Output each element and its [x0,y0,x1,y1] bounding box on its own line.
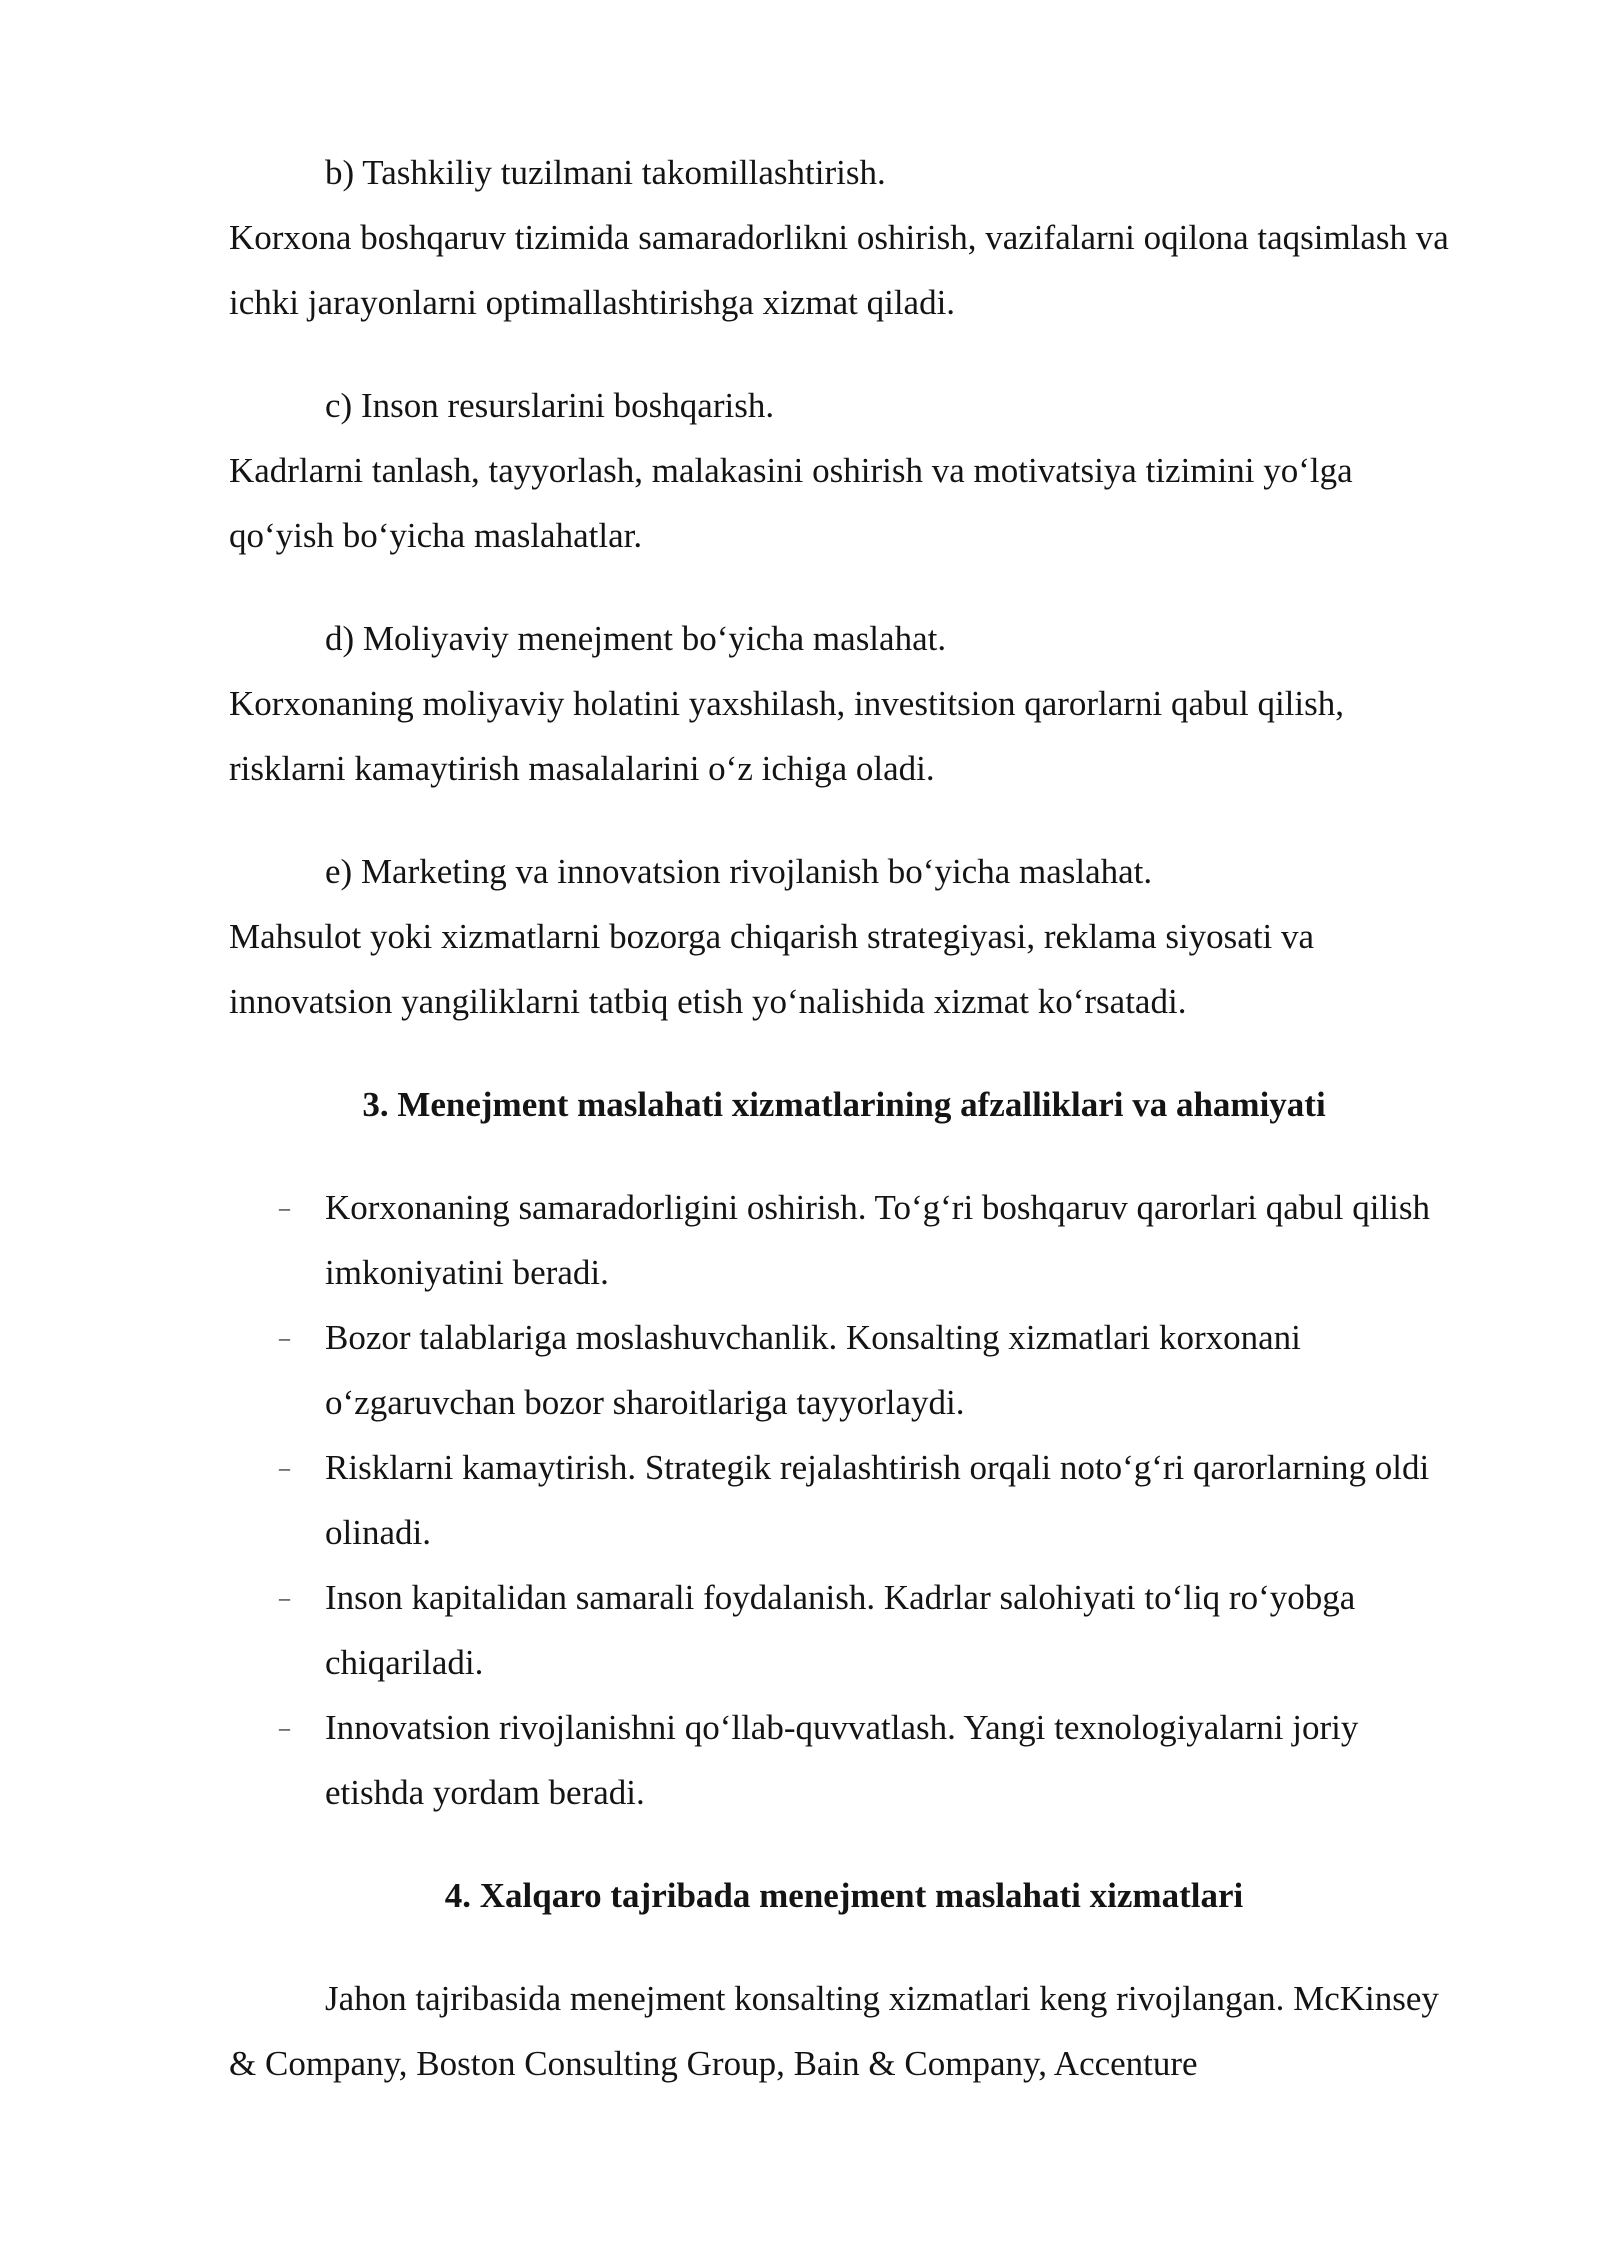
dash-marker: – [279,1455,290,1480]
subsection-c-body: Kadrlarni tanlash, tayyorlash, malakasini oshirish va motivatsiya tizimini yo‘lga qo‘yish bo‘yicha maslahatlar. [229,451,1353,555]
section-4-heading: 4. Xalqaro tajribada menejment maslahati xizmatlari [444,1876,1244,1915]
list-item [229,1175,1459,1305]
section-3-heading: 3. Menejment maslahati xizmatlarining afzalliklari va ahamiyati [362,1085,1326,1124]
subsection-e-body: Mahsulot yoki xizmatlarni bozorga chiqarish strategiyasi, reklama siyosati va innovatsion yangiliklarni tatbiq etish yo‘nalishida xizmat ko‘rsatadi. [229,917,1315,1021]
document-page [229,140,1459,2096]
final-paragraph: Jahon tajribasida menejment konsalting xizmatlari keng rivojlangan. McKinsey & Company, Boston Consulting Group, Bain & Company, Accenture [229,1979,1439,2083]
list-item-text: Inson kapitalidan samarali foydalanish. Kadrlar salohiyati to‘liq ro‘yobga chiqariladi. [325,1578,1356,1682]
subsection-d-body: Korxonaning moliyaviy holatini yaxshilash, investitsion qarorlarni qabul qilish, risklarni kamaytirish masalalarini o‘z ichiga oladi. [229,684,1344,788]
list-item [229,1435,1459,1565]
subsection-c-title: c) Inson resurslarini boshqarish. [325,386,775,425]
subsection-e-title: e) Marketing va innovatsion rivojlanish bo‘yicha maslahat. [325,852,1153,891]
list-item [229,1695,1459,1825]
dash-marker: – [279,1325,290,1350]
list-item-text: Bozor talablariga moslashuvchanlik. Konsalting xizmatlari korxonani o‘zgaruvchan bozor sharoitlariga tayyorlaydi. [325,1318,1301,1422]
subsection-d-title: d) Moliyaviy menejment bo‘yicha maslahat. [325,619,947,658]
list-item-text: Innovatsion rivojlanishni qo‘llab-quvvatlash. Yangi texnologiyalarni joriy etishda yordam beradi. [325,1708,1359,1812]
list-item [229,1305,1459,1435]
subsection-b-body: Korxona boshqaruv tizimida samaradorlikni oshirish, vazifalarni oqilona taqsimlash va ichki jarayonlarni optimallashtirishga xizmat qiladi. [229,218,1449,322]
list-item [229,1565,1459,1695]
advantages-list [229,1175,1459,1825]
dash-marker: – [279,1585,290,1610]
list-item-text: Risklarni kamaytirish. Strategik rejalashtirish orqali noto‘g‘ri qarorlarning oldi olinadi. [325,1448,1430,1552]
list-item-text: Korxonaning samaradorligini oshirish. To‘g‘ri boshqaruv qarorlari qabul qilish imkoniyatini beradi. [325,1188,1431,1292]
subsection-b-title: b) Tashkiliy tuzilmani takomillashtirish. [325,153,886,192]
dash-marker: – [279,1195,290,1220]
dash-marker: – [279,1715,290,1740]
